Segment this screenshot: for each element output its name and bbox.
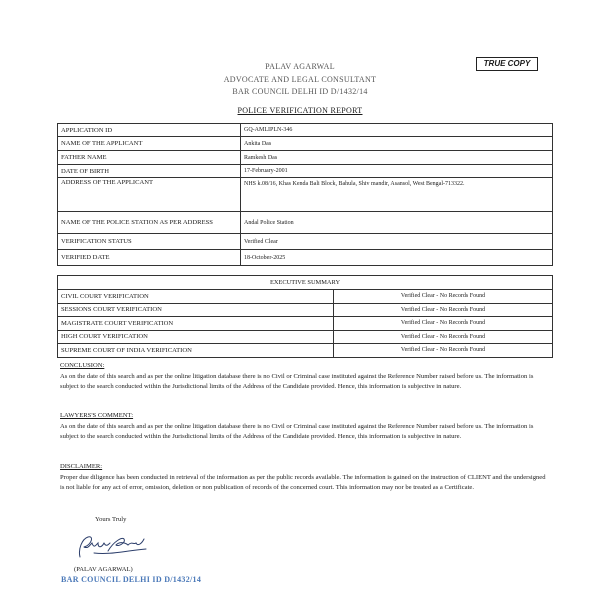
signatory-name: (PALAV AGARWAL) [74, 566, 133, 573]
detail-label: DATE OF BIRTH [58, 165, 241, 178]
executive-summary-table [57, 275, 553, 358]
summary-label: SESSIONS COURT VERIFICATION [58, 303, 334, 317]
advocate-designation: ADVOCATE AND LEGAL CONSULTANT [223, 74, 377, 84]
conclusion-section [60, 361, 550, 393]
detail-value: GQ-AMLIPLN-346 [241, 124, 553, 137]
summary-value: Verified Clear - No Records Found [334, 344, 553, 358]
detail-label: VERIFICATION STATUS [58, 234, 241, 250]
table-row [58, 212, 553, 234]
detail-value: NHS k.08/16, Khas Kenda Bali Block, Bahula, Shiv mandir, Asansol, West Bengal-713322. [241, 178, 553, 212]
detail-label: FATHER NAME [58, 151, 241, 165]
table-row [58, 151, 553, 165]
table-row [58, 317, 553, 331]
detail-value: Ankita Das [241, 137, 553, 151]
summary-value: Verified Clear - No Records Found [334, 330, 553, 344]
lawyers-comment-section [60, 411, 550, 443]
table-row [58, 276, 553, 290]
disclaimer-text: Proper due diligence has been conducted in retrieval of the information as per the public records available. The information is gained on the instruction of CLIENT and the undersigned is not liable for any act of error, omission, deletion or non publication of records of the concerned court. This information may nor be treated as a Certificate. [60, 473, 546, 492]
summary-value: Verified Clear - No Records Found [334, 317, 553, 331]
table-row [58, 330, 553, 344]
detail-label: ADDRESS OF THE APPLICANT [58, 178, 241, 212]
table-row [58, 165, 553, 178]
detail-value: Andal Police Station [241, 212, 553, 234]
handwritten-signature [74, 531, 152, 561]
table-row [58, 124, 553, 137]
summary-label: SUPREME COURT OF INDIA VERIFICATION [58, 344, 334, 358]
detail-label: NAME OF THE APPLICANT [58, 137, 241, 151]
detail-value: Verified Clear [241, 234, 553, 250]
table-row [58, 234, 553, 250]
summary-value: Verified Clear - No Records Found [334, 303, 553, 317]
summary-label: MAGISTRATE COURT VERIFICATION [58, 317, 334, 331]
summary-label: CIVIL COURT VERIFICATION [58, 290, 334, 304]
table-row [58, 178, 553, 212]
table-row [58, 303, 553, 317]
applicant-details-table [57, 123, 553, 266]
detail-label: APPLICATION ID [58, 124, 241, 137]
table-row [58, 137, 553, 151]
disclaimer-section [60, 462, 550, 494]
detail-label: NAME OF THE POLICE STATION AS PER ADDRESS [58, 212, 241, 234]
conclusion-heading: CONCLUSION: [60, 362, 105, 369]
detail-label: VERIFIED DATE [58, 250, 241, 266]
summary-heading: EXECUTIVE SUMMARY [58, 276, 553, 290]
letterhead [150, 61, 450, 99]
yours-truly: Yours Truly [95, 516, 127, 523]
report-title: POLICE VERIFICATION REPORT [237, 106, 363, 115]
detail-value: 18-October-2025 [241, 250, 553, 266]
true-copy-stamp: TRUE COPY [476, 57, 538, 71]
table-row [58, 344, 553, 358]
signatory-bar-council-id: BAR COUNCIL DELHI ID D/1432/14 [61, 575, 202, 584]
advocate-name: PALAV AGARWAL [265, 62, 335, 71]
summary-label: HIGH COURT VERIFICATION [58, 330, 334, 344]
bar-council-id: BAR COUNCIL DELHI ID D/1432/14 [232, 87, 368, 96]
table-row [58, 290, 553, 304]
detail-value: Ramkesh Das [241, 151, 553, 165]
detail-value: 17-February-2001 [241, 165, 553, 178]
conclusion-text: As on the date of this search and as per the online litigation database there is no Civil or Criminal case instituted against the Reference Number raised before us. The information is subject to the search conducted within the Jurisdictional limits of the Address of the Candidate provided. Hence, this information is subjective in nature. [60, 372, 534, 391]
table-row [58, 250, 553, 266]
summary-value: Verified Clear - No Records Found [334, 290, 553, 304]
lawyers-comment-heading: LAWYERS'S COMMENT: [60, 412, 134, 419]
lawyers-comment-text: As on the date of this search and as per the online litigation database there is no Civil or Criminal case instituted against the Reference Number raised before us. The information is subject to the search conducted within the Jurisdictional limits of the Address of the Candidate provided. Hence, this information is subjective in nature. [60, 422, 534, 441]
disclaimer-heading: DISCLAIMER: [60, 463, 103, 470]
